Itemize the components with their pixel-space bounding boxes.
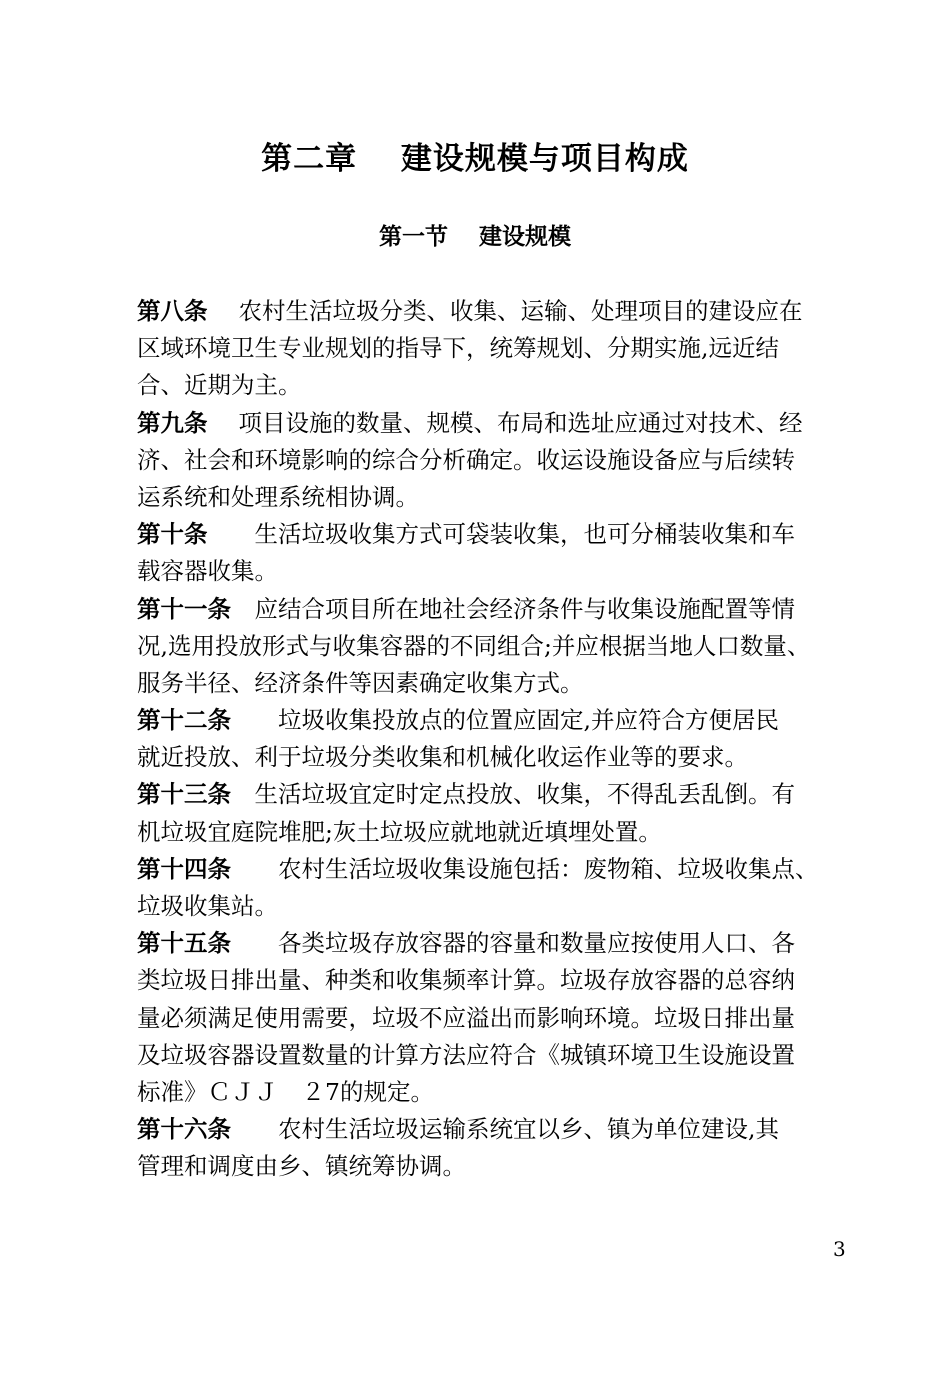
document-body — [137, 293, 877, 1186]
article-12 — [137, 702, 877, 776]
article-9 — [137, 405, 877, 517]
article-16 — [137, 1111, 877, 1185]
article-14 — [137, 851, 877, 925]
article-first-line — [137, 293, 877, 330]
article-text-line: 运系统和处理系统相协调。 — [137, 482, 419, 511]
article-first-line — [137, 925, 877, 962]
article-text: 各类垃圾存放容器的容量和数量应按使用人口、各 — [231, 929, 795, 958]
article-text: 生活垃圾收集方式可袋装收集，也可分桶装收集和车 — [207, 520, 795, 549]
article-text-line: 类垃圾日排出量、种类和收集频率计算。垃圾存放容器的总容纳 — [137, 966, 795, 995]
article-text: 农村生活垃圾分类、收集、运输、处理项目的建设应在 — [207, 297, 803, 325]
article-label: 第十五条 — [137, 929, 231, 958]
article-text: 生活垃圾宜定时定点投放、收集，不得乱丢乱倒。有 — [231, 780, 795, 809]
article-text-line: 及垃圾容器设置数量的计算方法应符合《城镇环境卫生设施设置 — [137, 1040, 795, 1069]
article-8 — [137, 293, 877, 405]
article-text-line: 合、近期为主。 — [137, 371, 302, 400]
article-text-line: 就近投放、利于垃圾分类收集和机械化收运作业等的要求。 — [137, 743, 748, 772]
article-label: 第十四条 — [137, 854, 231, 883]
article-text: 应结合项目所在地社会经济条件与收集设施配置等情 — [231, 594, 795, 623]
article-text-line: 济、社会和环境影响的综合分析确定。收运设施设备应与后续转 — [137, 445, 795, 474]
article-text-line: 垃圾收集站。 — [137, 892, 278, 920]
article-first-line — [137, 851, 877, 888]
article-text-line: 况,选用投放形式与收集容器的不同组合;并应根据当地人口数量、 — [137, 631, 811, 660]
article-15 — [137, 925, 877, 1111]
article-first-line — [137, 702, 877, 739]
article-label: 第十二条 — [137, 706, 231, 735]
article-text: 垃圾收集投放点的位置应固定,并应符合方便居民 — [231, 706, 779, 735]
article-label: 第十条 — [137, 520, 208, 549]
article-13 — [137, 776, 877, 850]
article-text-line: 区域环境卫生专业规划的指导下，统筹规划、分期实施,远近结 — [137, 334, 779, 363]
article-text: 农村生活垃圾运输系统宜以乡、镇为单位建设,其 — [231, 1115, 779, 1144]
article-first-line — [137, 776, 877, 813]
article-text-line: 机垃圾宜庭院堆肥;灰土垃圾应就地就近填埋处置。 — [137, 817, 662, 846]
article-text-line: 标准》ＣＪＪ ２7的规定。 — [137, 1077, 434, 1106]
article-first-line — [137, 516, 877, 553]
article-label: 第八条 — [137, 297, 208, 325]
page-number: 3 — [833, 1237, 846, 1261]
article-label: 第九条 — [137, 408, 208, 437]
article-label: 第十六条 — [137, 1115, 231, 1144]
article-text-line: 服务半径、经济条件等因素确定收集方式。 — [137, 668, 584, 697]
article-text-line: 管理和调度由乡、镇统筹协调。 — [137, 1152, 466, 1181]
article-text-line: 载容器收集。 — [137, 557, 278, 586]
article-text: 农村生活垃圾收集设施包括：废物箱、垃圾收集点、 — [231, 854, 819, 883]
article-first-line — [137, 591, 877, 628]
article-label: 第十三条 — [137, 780, 231, 809]
section-title: 第一节 建设规模 — [378, 224, 571, 250]
article-10 — [137, 516, 877, 590]
article-11 — [137, 591, 877, 703]
chapter-title: 第二章 建设规模与项目构成 — [261, 141, 689, 177]
article-text: 项目设施的数量、规模、布局和选址应通过对技术、经 — [207, 408, 803, 437]
article-label: 第十一条 — [137, 594, 231, 623]
article-text-line: 量必须满足使用需要，垃圾不应溢出而影响环境。垃圾日排出量 — [137, 1003, 795, 1032]
article-first-line — [137, 1111, 877, 1148]
article-first-line — [137, 405, 877, 442]
